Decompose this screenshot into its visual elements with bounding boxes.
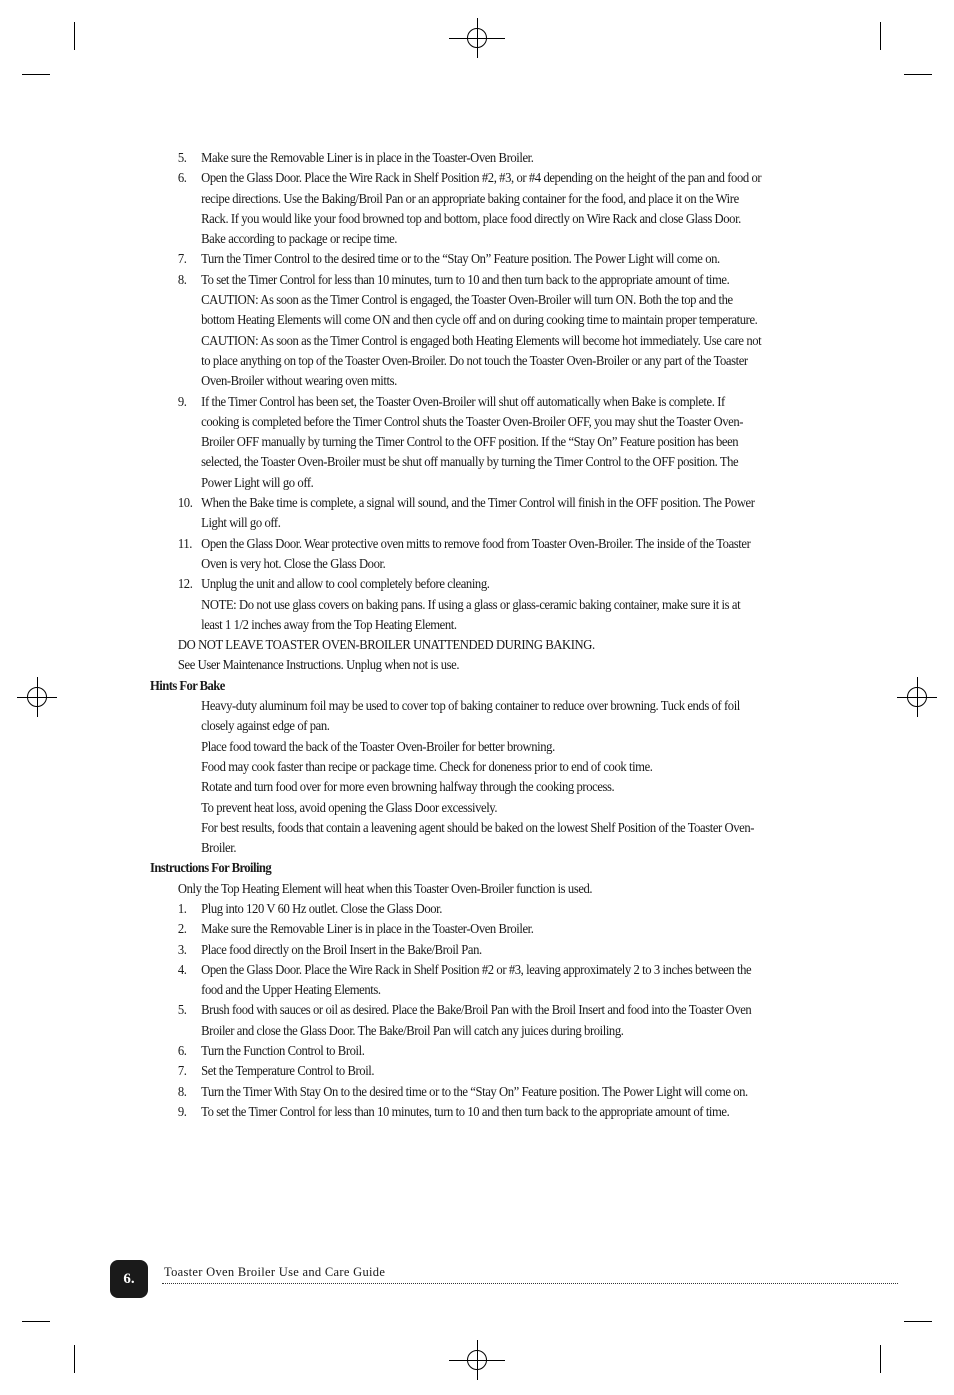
list-item: Place food toward the back of the Toaster Oven-Broiler for better browning. [201, 738, 555, 754]
list-item: 6. Open the Glass Door. Place the Wire Rack in Shelf Position #2, #3, or #4 depending on the height of the pan and food or recipe directions. Use the Baking/Broil Pan or an appropriate baking container for the food, and place it on the Wire Rack. If you would like your food browned top and bottom, place food directly on Wire Rack and close Glass Door. Bake according to package or recipe time. [177, 170, 762, 247]
list-item: 7. Turn the Timer Control to the desired time or to the “Stay On” Feature position. The Power Light will come on. [177, 251, 720, 267]
warning-text: DO NOT LEAVE TOASTER OVEN-BROILER UNATTENDED DURING BAKING. [177, 637, 595, 653]
list-item: 11. Open the Glass Door. Wear protective oven mitts to remove food from Toaster Oven-Broiler. The inside of the Toaster Oven is very hot. Close the Glass Door. [177, 535, 751, 571]
bake-steps [150, 148, 764, 635]
list-item: 8. Turn the Timer With Stay On to the desired time or to the “Stay On” Feature position. The Power Light will come on. [177, 1083, 748, 1099]
page-number-badge: 6. [110, 1260, 148, 1298]
list-item: For best results, foods that contain a leavening agent should be baked on the lowest Shelf Position of the Toaster Oven-Broiler. [201, 819, 755, 856]
list-item: 7. Set the Temperature Control to Broil. [177, 1063, 375, 1079]
caution-text: CAUTION: As soon as the Timer Control is engaged both Heating Elements will become hot immediately. Use care not to place anything on top of the Toaster Oven-Broiler. Do not touch the Toaster Oven-Broiler or any part of the Toaster Oven-Broiler without wearing oven mitts. [201, 332, 762, 389]
broil-intro: Only the Top Heating Element will heat when this Toaster Oven-Broiler function is used. [177, 880, 593, 896]
list-item: 9. If the Timer Control has been set, the Toaster Oven-Broiler will shut off automatically when Bake is complete. If cooking is completed before the Timer Control shuts the Toaster Oven-Broiler OFF, you may shut the Toaster Oven-Broiler OFF manually by turning the Timer Control to the OFF position. If the “Stay On” Feature position has been selected, the Toaster Oven-Broiler must be shut off manually by turning the Timer Control to the OFF position. The Power Light will go off. [177, 393, 744, 490]
list-item: 2. Make sure the Removable Liner is in place in the Toaster-Oven Broiler. [177, 921, 534, 937]
note-text: NOTE: Do not use glass covers on baking pans. If using a glass or glass-ceramic baking container, make sure it is at least 1 1/2 inches away from the Top Heating Element. [201, 596, 741, 632]
footer-dotted-rule [162, 1283, 898, 1284]
list-item: Heavy-duty aluminum foil may be used to cover top of baking container to reduce over browning. Tuck ends of foil closely against edge of pan. [201, 698, 740, 734]
page-body [150, 148, 764, 1122]
list-item: 8. To set the Timer Control for less than 10 minutes, turn to 10 and then turn back to the appropriate amount of time. [177, 271, 730, 287]
list-item: 1. Plug into 120 V 60 Hz outlet. Close the Glass Door. [177, 900, 443, 916]
list-item: 5. Brush food with sauces or oil as desired. Place the Bake/Broil Pan with the Broil Insert and food into the Toaster Oven Broiler and close the Glass Door. The Bake/Broil Pan will catch any juices during broiling. [177, 1002, 752, 1038]
maintenance-text: See User Maintenance Instructions. Unplug when not is use. [177, 657, 460, 673]
list-item: 9. To set the Timer Control for less than 10 minutes, turn to 10 and then turn back to the appropriate amount of time. [177, 1103, 730, 1119]
list-item: 12. Unplug the unit and allow to cool completely before cleaning. [177, 576, 490, 592]
list-item: Rotate and turn food over for more even browning halfway through the cooking process. [201, 779, 615, 795]
section-heading-hints: Hints For Bake [150, 677, 225, 693]
hints-list [150, 696, 764, 858]
footer-title: Toaster Oven Broiler Use and Care Guide [164, 1265, 386, 1279]
list-item: To prevent heat loss, avoid opening the Glass Door excessively. [201, 799, 498, 815]
list-item: Food may cook faster than recipe or package time. Check for doneness prior to end of cook time. [201, 758, 653, 774]
caution-text: CAUTION: As soon as the Timer Control is engaged, the Toaster Oven-Broiler will turn ON. Both the top and the bottom Heating Elements will come ON and then cycle off and on during cooking time to maintain proper temperature. [201, 292, 758, 328]
list-item: 6. Turn the Function Control to Broil. [177, 1043, 365, 1059]
list-item: 4. Open the Glass Door. Place the Wire Rack in Shelf Position #2 or #3, leaving approximately 2 to 3 inches between the food and the Upper Heating Elements. [177, 961, 752, 998]
section-heading-broiling: Instructions For Broiling [150, 860, 272, 876]
list-item: 10. When the Bake time is complete, a signal will sound, and the Timer Control will finish in the OFF position. The Power Light will go off. [177, 495, 755, 531]
list-item: 3. Place food directly on the Broil Insert in the Bake/Broil Pan. [177, 941, 482, 957]
broil-steps [150, 899, 764, 1122]
list-item: 5. Make sure the Removable Liner is in place in the Toaster-Oven Broiler. [177, 150, 534, 165]
